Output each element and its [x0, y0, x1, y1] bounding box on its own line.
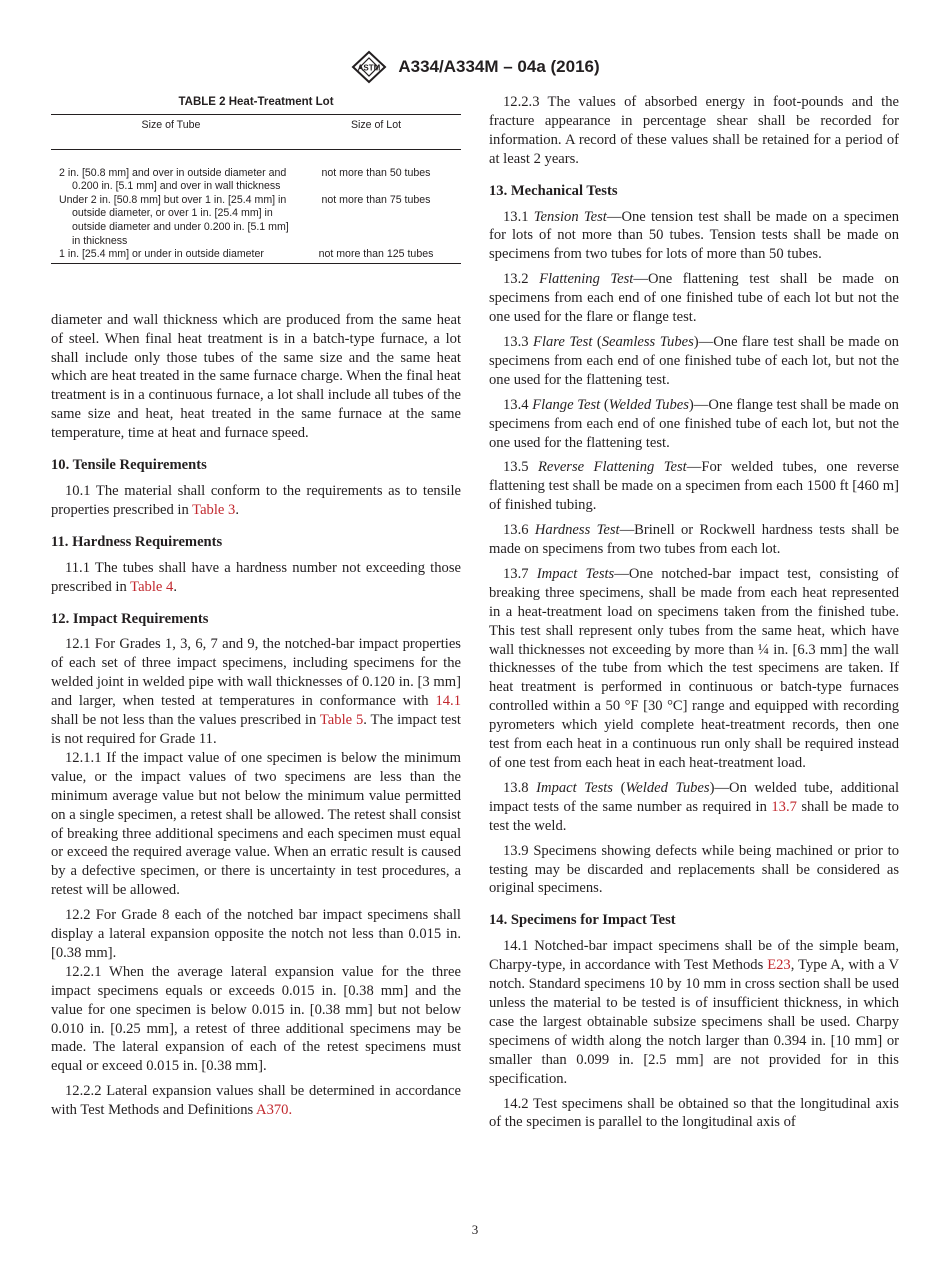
- page-number: 3: [471, 1222, 479, 1237]
- table-5-link[interactable]: Table 5: [319, 712, 364, 729]
- paragraph-13-6: 13.6 Hardness Test—Brinell or Rockwell hardness tests shall be made on specimens from two tubes from each lot.: [489, 522, 899, 558]
- table-cell-lot: not more than 75 tubes: [321, 193, 431, 206]
- section-11-heading: 11. Hardness Requirements: [51, 533, 223, 550]
- table-cell-size: Under 2 in. [50.8 mm] but over 1 in. [25.4 mm] in outside diameter, or over 1 in. [25.4 mm] in outside diameter and under 0.200 in. [5.1 mm] in thickness: [59, 193, 289, 247]
- paragraph-10-1: 10.1 The material shall conform to the requirements as to tensile properties prescribed in Table 3.: [51, 483, 461, 518]
- paragraph-13-8: 13.8 Impact Tests (Welded Tubes)—On welded tube, additional impact tests of the same number as required in 13.7 shall be made to test the weld.: [489, 779, 900, 834]
- table-3-link[interactable]: Table 3: [192, 501, 236, 518]
- astm-logo-icon: [350, 50, 388, 84]
- section-13-7-link[interactable]: 13.7: [771, 798, 797, 815]
- document-designation: A334/A334M – 04a (2016): [398, 57, 600, 76]
- left-column: [51, 93, 461, 1126]
- paragraph-12-2: 12.2 For Grade 8 each of the notched bar impact specimens shall display a lateral expansion opposite the notch not less than 0.015 in. [0.38 mm].: [51, 907, 461, 961]
- lot-continuation-paragraph: diameter and wall thickness which are produced from the same heat of steel. When final heat treatment is in a batch-type furnace, a lot shall include only those tubes of the same size and the same heat which are heat treated in the same furnace charge. When the final heat treatment is in a continuous furnace, a lot shall include all tubes of the same size and heat, heat treated in the same furnace at the same temperature, time at heat and furnace speed.: [51, 311, 461, 442]
- heat-treatment-lot-table: [51, 114, 461, 264]
- paragraph-11-1: 11.1 The tubes shall have a hardness number not exceeding those prescribed in Table 4.: [51, 559, 461, 595]
- paragraph-14-1: 14.1 Notched-bar impact specimens shall be of the simple beam, Charpy-type, in accordance with Test Methods E23, Type A, with a V notch. Standard specimens 10 by 10 mm in cross section shall be used unless the material to be tested is of insufficient thickness, in which case the largest obtainable subsize specimens shall be used. Charpy specimens of width along the notch larger than 0.394 in. [10 mm] or smaller than 0.099 in. [2.5 mm] are not provided for in this specification.: [489, 938, 899, 1087]
- paragraph-13-5: 13.5 Reverse Flattening Test—For welded tubes, one reverse flattening test shall be made on a specimen from each 1500 ft [460 m] of finished tubing.: [489, 459, 899, 514]
- paragraph-12-1-1: 12.1.1 If the impact value of one specimen is below the minimum value, or the impact values of two specimens are less than the minimum average value but not below the minimum value permitted on a single specimen, a retest shall be allowed. The retest shall consist of breaking three additional specimens and each specimen must equal or exceed the required average value. When an erratic result is caused by a defective specimen, or there is uncertainty in test procedures, a retest will be allowed.: [51, 749, 461, 899]
- section-14-heading: 14. Specimens for Impact Test: [489, 912, 676, 929]
- paragraph-13-9: 13.9 Specimens showing defects while being machined or prior to testing may be discarded and replacements shall be considered as original specimens.: [489, 842, 899, 897]
- page-header: [0, 50, 950, 84]
- paragraph-12-2-2: 12.2.2 Lateral expansion values shall be determined in accordance with Test Methods and Definitions A370.: [51, 1083, 461, 1119]
- section-10-heading: 10. Tensile Requirements: [51, 457, 207, 474]
- paragraph-13-4: 13.4 Flange Test (Welded Tubes)—One flange test shall be made on specimens from each end of one finished tube of each lot, but not the one used for the flattening test.: [489, 396, 899, 451]
- astm-logo-text: ASTM: [358, 63, 381, 73]
- table-cell-lot: not more than 125 tubes: [291, 248, 461, 263]
- paragraph-13-1: 13.1 Tension Test—One tension test shall be made on a specimen for lots of not more than 50 tubes. Tension tests shall be made on specimens from two tubes for lots of more than 50 tubes.: [489, 208, 899, 263]
- a370-link[interactable]: A370: [256, 1102, 289, 1119]
- paragraph-13-7: 13.7 Impact Tests—One notched-bar impact test, consisting of breaking three specimens, shall be made from each heat represented in a heat-treatment load on specimens taken from the finished tube. This test shall represent only tubes from the same heat, which have wall thicknesses not exceeding by more than ¼ in. [6.3 mm] the wall thicknesses of the tube from which the test specimens are taken. If heat treatment is performed in continuous or batch-type furnaces controlled within a 50 °F [30 °C] range and equipped with recording pyrometers which yield complete heat-treatment records, then one test from each heat in a continuous run only shall be required instead of one test from each heat in each heat-treatment load.: [489, 565, 900, 771]
- table-row: [51, 248, 461, 263]
- table-cell-size: 2 in. [50.8 mm] and over in outside diameter and 0.200 in. [5.1 mm] and over in wall thickness: [59, 166, 287, 193]
- table-cell-lot: not more than 50 tubes: [321, 166, 431, 179]
- section-13-heading: 13. Mechanical Tests: [489, 182, 618, 199]
- table-cell-size: 1 in. [25.4 mm] or under in outside diameter: [59, 248, 264, 261]
- paragraph-13-2: 13.2 Flattening Test—One flattening test shall be made on specimens from each end of one finished tube of each lot but not the one used for the flare or flange test.: [489, 271, 900, 326]
- table-title: TABLE 2 Heat-Treatment Lot: [178, 96, 334, 108]
- section-14-1-link[interactable]: 14.1: [435, 693, 461, 710]
- paragraph-12-2-3: 12.2.3 The values of absorbed energy in foot-pounds and the fracture appearance in percentage shear shall be recorded for information. A record of these values shall be retained for a period of at least 2 years.: [489, 94, 899, 167]
- table-4-link[interactable]: Table 4: [130, 578, 174, 595]
- paragraph-12-1: 12.1 For Grades 1, 3, 6, 7 and 9, the notched-bar impact properties of each set of three impact specimens, including specimens for the welded joint in welded pipe with wall thicknesses of 0.120 in. [3 mm] and larger, when tested at temperatures in conformance with 14.1 shall be not less than the values prescribed in Table 5. The impact test is not required for Grade 11.: [51, 636, 461, 747]
- e23-link[interactable]: E23: [767, 957, 791, 974]
- col-header-size: Size of Tube: [51, 115, 291, 150]
- col-header-lot: Size of Lot: [291, 115, 461, 150]
- paragraph-12-2-1: 12.2.1 When the average lateral expansion value for the three impact specimens equals or exceeds 0.015 in. [0.38 mm] and the value for one specimen is below 0.015 in. [0.38 mm] but not below 0.010 in. [0.25 mm], a retest of three additional specimens may be made. The lateral expansion of each of the retest specimens must equal or exceed 0.015 in. [0.38 mm].: [51, 963, 461, 1075]
- table-row: [51, 194, 461, 248]
- section-12-heading: 12. Impact Requirements: [51, 610, 209, 627]
- paragraph-14-2: 14.2 Test specimens shall be obtained so that the longitudinal axis of the specimen is parallel to the longitudinal axis of: [489, 1095, 899, 1131]
- paragraph-13-3: 13.3 Flare Test (Seamless Tubes)—One flare test shall be made on specimens from each end of one finished tube of each lot, but not the one used for the flattening test.: [489, 333, 899, 388]
- table-row: [51, 149, 461, 194]
- right-column: [489, 93, 899, 1138]
